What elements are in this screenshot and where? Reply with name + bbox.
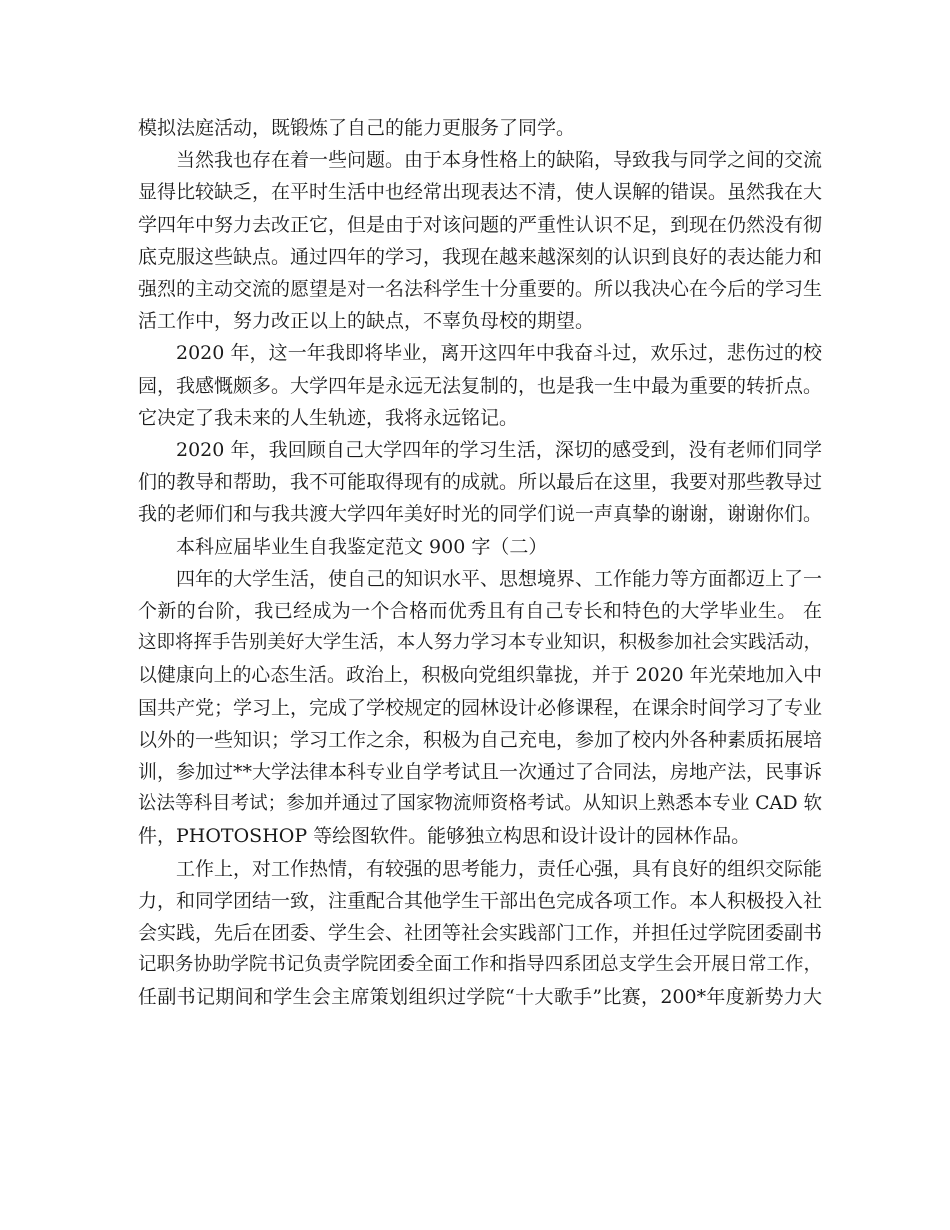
text-line: 它决定了我未来的人生轨迹，我将永远铭记。 xyxy=(138,406,519,429)
text-line: 力，和同学团结一致，注重配合其他学生干部出色完成各项工作。本人积极投入社 xyxy=(138,889,823,912)
text-line: 强烈的主动交流的愿望是对一名法科学生十分重要的。所以我决心在今后的学习生 xyxy=(138,278,823,301)
text-line: 任副书记期间和学生会主席策划组织过学院“十大歌手”比赛，200*年度新势力大 xyxy=(138,986,822,1009)
text-line: 2020 年，我回顾自己大学四年的学习生活，深切的感受到，没有老师们同学 xyxy=(176,439,822,462)
text-line: 训，参加过**大学法律本科专业自学考试且一次通过了合同法，房地产法，民事诉 xyxy=(138,761,823,784)
paragraph-shortcomings xyxy=(138,144,822,337)
text-line: 讼法等科目考试；参加并通过了国家物流师资格考试。从知识上熟悉本专业 CAD 软 xyxy=(138,793,822,815)
text-line: 本科应届毕业生自我鉴定范文 900 字（二） xyxy=(176,535,548,558)
paragraph-graduation-2020 xyxy=(138,337,822,434)
text-line: 活工作中，努力改正以上的缺点，不辜负母校的期望。 xyxy=(138,310,595,333)
text-line: 我的老师们和与我共渡大学四年美好时光的同学们说一声真挚的谢谢，谢谢你们。 xyxy=(138,503,823,526)
text-line: 园，我感慨颇多。大学四年是永远无法复制的，也是我一生中最为重要的转折点。 xyxy=(138,374,823,397)
paragraph-four-years xyxy=(138,563,822,853)
document-body xyxy=(138,112,822,1014)
text-line: 以外的一些知识；学习工作之余，积极为自己充电，参加了校内外各种素质拓展培 xyxy=(138,728,823,751)
text-line: 件，PHOTOSHOP 等绘图软件。能够独立构思和设计设计的园林作品。 xyxy=(138,825,751,848)
paragraph-work xyxy=(138,853,822,1014)
text-line: 当然我也存在着一些问题。由于本身性格上的缺陷，导致我与同学之间的交流 xyxy=(176,149,823,172)
text-line: 2020 年，这一年我即将毕业，离开这四年中我奋斗过，欢乐过，悲伤过的校 xyxy=(176,342,822,365)
text-line: 底克服这些缺点。通过四年的学习，我现在越来越深刻的认识到良好的表达能力和 xyxy=(138,245,823,268)
text-line: 以健康向上的心态生活。政治上，积极向党组织靠拢，并于 2020 年光荣地加入中 xyxy=(138,664,822,687)
text-line: 四年的大学生活，使自己的知识水平、思想境界、工作能力等方面都迈上了一 xyxy=(176,567,823,590)
text-line: 工作上，对工作热情，有较强的思考能力，责任心强，具有良好的组织交际能 xyxy=(176,857,823,880)
text-line: 显得比较缺乏，在平时生活中也经常出现表达不清，使人误解的错误。虽然我在大 xyxy=(138,181,823,204)
text-line: 会实践，先后在团委、学生会、社团等社会实践部门工作，并担任过学院团委副书 xyxy=(138,922,823,945)
section-heading xyxy=(138,531,822,563)
text-line: 记职务协助学院书记负责学院团委全面工作和指导四系团总支学生会开展日常工作， xyxy=(138,954,822,976)
paragraph-moot-court xyxy=(138,112,822,144)
text-line: 个新的台阶，我已经成为一个合格而优秀且有自己专长和特色的大学毕业生。 在 xyxy=(138,600,822,623)
text-line: 们的教导和帮助，我不可能取得现有的成就。所以最后在这里，我要对那些教导过 xyxy=(138,471,823,494)
text-line: 模拟法庭活动，既锻炼了自己的能力更服务了同学。 xyxy=(138,117,576,139)
paragraph-thanks xyxy=(138,434,822,531)
text-line: 学四年中努力去改正它，但是由于对该问题的严重性认识不足，到现在仍然没有彻 xyxy=(138,213,823,236)
text-line: 这即将挥手告别美好大学生活，本人努力学习本专业知识，积极参加社会实践活动， xyxy=(138,632,822,654)
text-line: 国共产党；学习上，完成了学校规定的园林设计必修课程，在课余时间学习了专业 xyxy=(138,696,823,719)
